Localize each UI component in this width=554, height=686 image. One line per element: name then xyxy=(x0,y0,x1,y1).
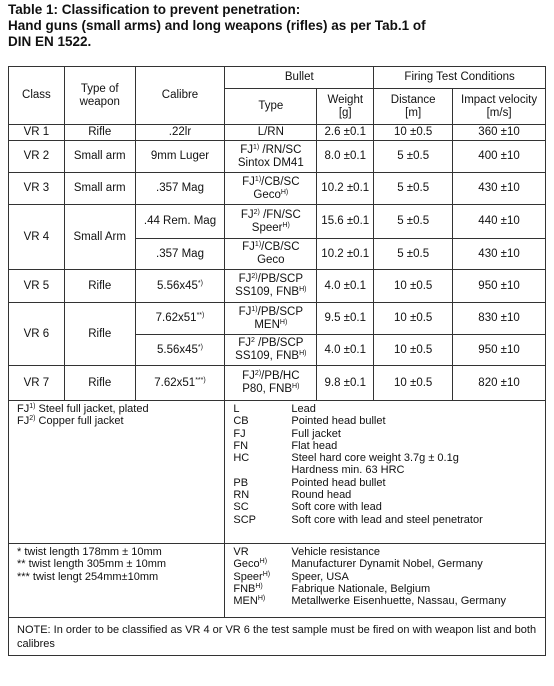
velocity-cell: 820 ±10 xyxy=(453,366,546,401)
weapon-cell: Small arm xyxy=(64,173,135,205)
title-line: Hand guns (small arms) and long weapons (rifles) as per Tab.1 of xyxy=(8,18,426,33)
legend-item: FJ Full jacket xyxy=(233,427,341,440)
header-calibre: Calibre xyxy=(135,67,225,125)
legend-manufacturers xyxy=(225,544,546,618)
weapon-cell: Small arm xyxy=(64,141,135,173)
weight-cell: 9.5 ±0.1 xyxy=(317,303,374,335)
weapon-cell: Small Arm xyxy=(64,205,135,270)
legend-item: FN Flat head xyxy=(233,439,338,452)
header-bullet: Bullet xyxy=(225,67,374,89)
calibre-cell: .357 Mag xyxy=(135,239,225,270)
weight-cell: 10.2 ±0.1 xyxy=(317,239,374,270)
weapon-cell: Rifle xyxy=(64,270,135,303)
calibre-cell: 7.62x51***) xyxy=(135,366,225,401)
velocity-cell: 360 ±10 xyxy=(453,125,546,141)
type-cell: FJ$^{2)}$ /FN/SC Speer$^{H)}$ xyxy=(225,205,317,239)
legend-item: HC Steel hard core weight 3.7g ± 0.1g xyxy=(233,452,459,465)
legend-item: SC Soft core with lead xyxy=(233,501,382,514)
header-weapon: Type of weapon xyxy=(64,67,135,125)
table-row xyxy=(9,125,546,141)
table-row xyxy=(9,270,546,303)
calibre-cell: .357 Mag xyxy=(135,173,225,205)
legend-item: ** twist length 305mm ± 10mm xyxy=(17,558,167,571)
legend-item: VR Vehicle resistance xyxy=(233,546,381,558)
distance-cell: 5 ±0.5 xyxy=(374,205,453,239)
type-cell: FJ$^{1)}$/CB/SC Geco xyxy=(225,239,317,270)
type-cell: FJ$^{2)}$/PB/SCP SS109, $FNB^{H)}$ xyxy=(225,270,317,303)
distance-cell: 10 ±0.5 xyxy=(374,125,453,141)
header-velocity: Impact velocity [m/s] xyxy=(453,89,546,125)
velocity-cell: 830 ±10 xyxy=(453,303,546,335)
calibre-cell: 9mm Luger xyxy=(135,141,225,173)
type-cell: $FJ^2$ /PB/SCP SS109, $FNB^{H)}$ xyxy=(225,335,317,366)
classification-table xyxy=(8,66,546,656)
velocity-cell: 440 ±10 xyxy=(453,205,546,239)
calibre-cell: .22lr xyxy=(135,125,225,141)
legend-item: L Lead xyxy=(233,403,316,415)
header-distance: Distance [m] xyxy=(374,89,453,125)
class-cell: VR 6 xyxy=(9,303,65,366)
legend-item: CB Pointed head bullet xyxy=(233,415,386,428)
table-row xyxy=(9,173,546,205)
weight-cell: 9.8 ±0.1 xyxy=(317,366,374,401)
legend-item: PB Pointed head bullet xyxy=(233,476,386,489)
weapon-cell: Rifle xyxy=(64,303,135,366)
legend-row-lower xyxy=(9,544,546,618)
header-firing: Firing Test Conditions xyxy=(374,67,546,89)
legend-item: * twist length 178mm ± 10mm xyxy=(17,546,162,558)
type-cell: FJ$^{2)}$/PB/HC P80, $FNB^{H)}$ xyxy=(225,366,317,401)
document-title xyxy=(8,2,548,50)
class-cell: VR 5 xyxy=(9,270,65,303)
distance-cell: 10 ±0.5 xyxy=(374,303,453,335)
title-line: Table 1: Classification to prevent penetration: xyxy=(8,2,301,17)
legend-item: $FNB^{H)}$ Fabrique Nationale, Belgium xyxy=(233,582,431,595)
calibre-cell: 7.62x51**) xyxy=(135,303,225,335)
legend-item: Speer$^{H)}$ Speer, USA xyxy=(233,570,349,583)
velocity-cell: 430 ±10 xyxy=(453,239,546,270)
calibre-cell: .44 Rem. Mag xyxy=(135,205,225,239)
legend-item: $MEN^{H)}$ Metallwerke Eisenhuette, Nassau, Germany xyxy=(233,595,506,608)
distance-cell: 5 ±0.5 xyxy=(374,173,453,205)
header-class: Class xyxy=(9,67,65,125)
note-text: NOTE: In order to be classified as VR 4 or VR 6 the test sample must be fired on with weapon list and both calibres xyxy=(9,618,546,656)
type-cell: FJ$^{1)}$/PB/SCP $MEN^{H)}$ xyxy=(225,303,317,335)
title-line: DIN EN 1522. xyxy=(8,34,92,49)
legend-item: Geco$^{H)}$ Manufacturer Dynamit Nobel, Germany xyxy=(233,558,483,571)
weight-cell: 8.0 ±0.1 xyxy=(317,141,374,173)
velocity-cell: 400 ±10 xyxy=(453,141,546,173)
header-row xyxy=(9,67,546,89)
velocity-cell: 950 ±10 xyxy=(453,335,546,366)
class-cell: VR 7 xyxy=(9,366,65,401)
table-row xyxy=(9,366,546,401)
legend-item: SCP Soft core with lead and steel penetrator xyxy=(233,513,483,526)
distance-cell: 5 ±0.5 xyxy=(374,239,453,270)
weight-cell: 10.2 ±0.1 xyxy=(317,173,374,205)
table-row xyxy=(9,303,546,335)
legend-item: *** twist lengt 254mm±10mm xyxy=(17,570,159,583)
legend-item: FJ$^{2)}$ Copper full jacket xyxy=(17,415,124,428)
distance-cell: 10 ±0.5 xyxy=(374,366,453,401)
weight-cell: 15.6 ±0.1 xyxy=(317,205,374,239)
class-cell: VR 1 xyxy=(9,125,65,141)
legend-item: Hardness min. 63 HRC xyxy=(291,464,405,477)
class-cell: VR 3 xyxy=(9,173,65,205)
table-row xyxy=(9,141,546,173)
weight-cell: 4.0 ±0.1 xyxy=(317,335,374,366)
weapon-cell: Rifle xyxy=(64,366,135,401)
class-cell: VR 2 xyxy=(9,141,65,173)
distance-cell: 10 ±0.5 xyxy=(374,335,453,366)
type-cell: FJ$^{1)}$/CB/SC Geco$^{H)}$ xyxy=(225,173,317,205)
legend-item: RN Round head xyxy=(233,489,352,502)
calibre-cell: 5.56x45*) xyxy=(135,335,225,366)
legend-row-upper xyxy=(9,401,546,544)
weight-cell: 4.0 ±0.1 xyxy=(317,270,374,303)
calibre-cell: 5.56x45*) xyxy=(135,270,225,303)
velocity-cell: 430 ±10 xyxy=(453,173,546,205)
header-type: Type xyxy=(225,89,317,125)
type-cell: L/RN xyxy=(225,125,317,141)
type-cell: FJ$^{1)}$ /RN/SC Sintox DM41 xyxy=(225,141,317,173)
legend-jackets xyxy=(9,401,225,544)
note-row xyxy=(9,618,546,656)
legend-item: FJ$^{1)}$ Steel full jacket, plated xyxy=(17,403,149,415)
weapon-cell: Rifle xyxy=(64,125,135,141)
legend-abbreviations xyxy=(225,401,546,544)
table-row xyxy=(9,205,546,239)
weight-cell: 2.6 ±0.1 xyxy=(317,125,374,141)
class-cell: VR 4 xyxy=(9,205,65,270)
distance-cell: 5 ±0.5 xyxy=(374,141,453,173)
distance-cell: 10 ±0.5 xyxy=(374,270,453,303)
header-weight: Weight [g] xyxy=(317,89,374,125)
velocity-cell: 950 ±10 xyxy=(453,270,546,303)
legend-twist xyxy=(9,544,225,618)
